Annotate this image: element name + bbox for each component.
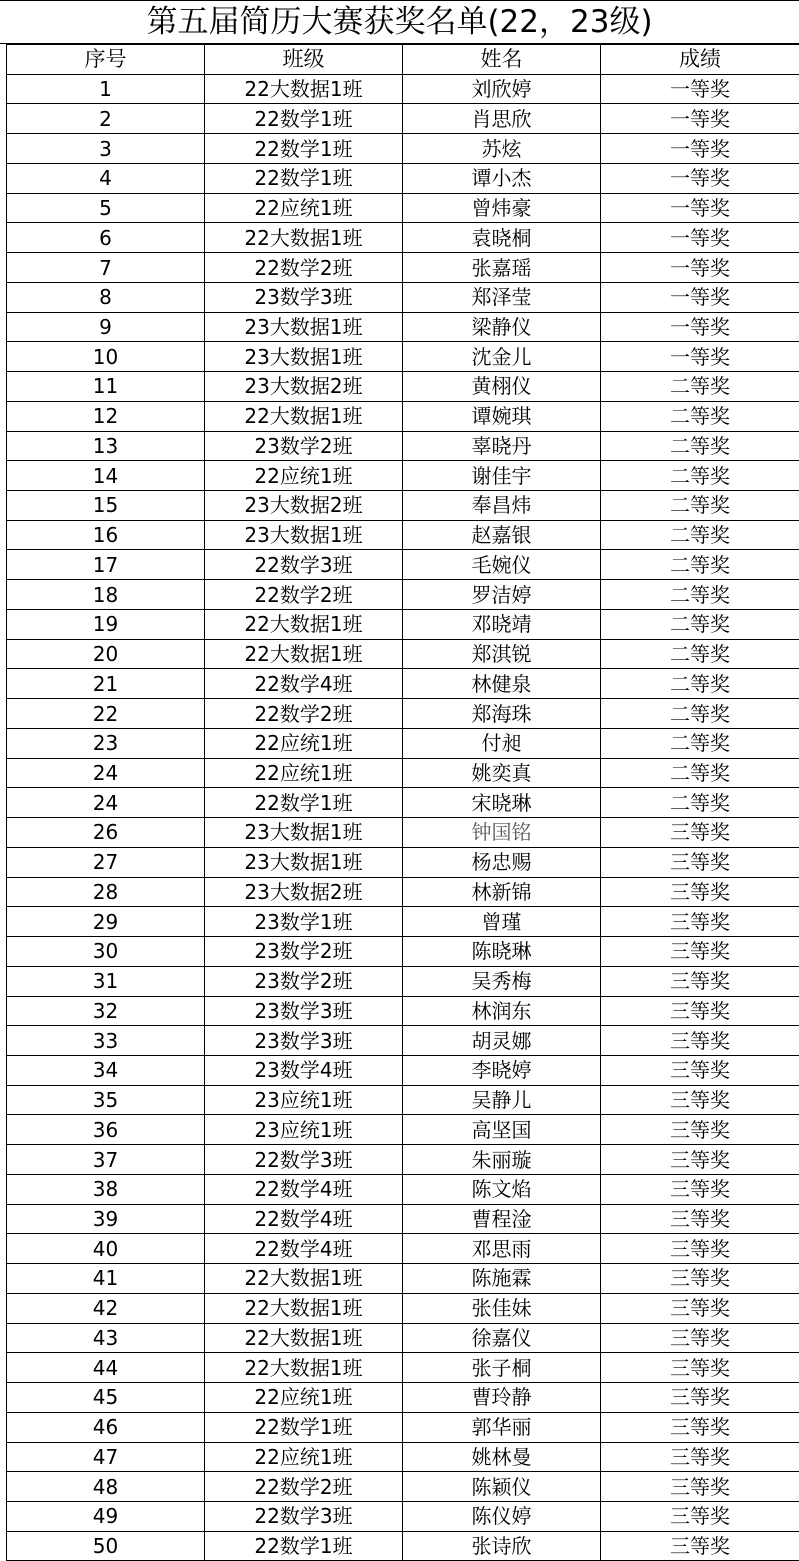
- table-body: [7, 74, 799, 1561]
- cell-score[interactable]: 一等奖: [601, 342, 799, 372]
- table-row: [7, 163, 799, 193]
- cell-class[interactable]: 22数学3班: [205, 550, 403, 580]
- cell-class[interactable]: 23应统1班: [205, 1085, 403, 1115]
- header-name[interactable]: 姓名: [403, 45, 601, 75]
- cell-score[interactable]: 二等奖: [601, 609, 799, 639]
- cell-index[interactable]: 10: [7, 342, 205, 372]
- table-row: [7, 520, 799, 550]
- cell-name[interactable]: 张诗欣: [403, 1531, 601, 1561]
- table-row: [7, 1234, 799, 1264]
- cell-score[interactable]: 一等奖: [601, 163, 799, 193]
- cell-class[interactable]: 22大数据1班: [205, 1323, 403, 1353]
- cell-name[interactable]: 沈金儿: [403, 342, 601, 372]
- cell-score[interactable]: 三等奖: [601, 1204, 799, 1234]
- cell-index[interactable]: 12: [7, 401, 205, 431]
- cell-score[interactable]: 一等奖: [601, 312, 799, 342]
- cell-index[interactable]: 50: [7, 1531, 205, 1561]
- cell-name[interactable]: 郑泽莹: [403, 282, 601, 312]
- cell-name[interactable]: 刘欣婷: [403, 74, 601, 104]
- cell-name[interactable]: 林润东: [403, 996, 601, 1026]
- cell-name[interactable]: 苏炫: [403, 134, 601, 164]
- cell-score[interactable]: 三等奖: [601, 1145, 799, 1175]
- sheet-title: 第五届简历大赛获奖名单(22，23级): [0, 0, 799, 44]
- cell-score[interactable]: 二等奖: [601, 431, 799, 461]
- table-row: [7, 609, 799, 639]
- cell-index[interactable]: 45: [7, 1383, 205, 1413]
- table-row: [7, 491, 799, 521]
- cell-score[interactable]: 一等奖: [601, 193, 799, 223]
- cell-name[interactable]: 吴秀梅: [403, 966, 601, 996]
- cell-name[interactable]: 谭婉琪: [403, 401, 601, 431]
- cell-class[interactable]: 22数学1班: [205, 134, 403, 164]
- cell-score[interactable]: 二等奖: [601, 372, 799, 402]
- cell-index[interactable]: 33: [7, 1026, 205, 1056]
- cell-class[interactable]: 22数学2班: [205, 253, 403, 283]
- cell-index[interactable]: 26: [7, 818, 205, 848]
- header-index[interactable]: 序号: [7, 45, 205, 75]
- cell-class[interactable]: 23大数据1班: [205, 818, 403, 848]
- cell-class[interactable]: 22大数据1班: [205, 401, 403, 431]
- cell-class[interactable]: 23应统1班: [205, 1115, 403, 1145]
- table-row: [7, 580, 799, 610]
- cell-index[interactable]: 7: [7, 253, 205, 283]
- cell-index[interactable]: 11: [7, 372, 205, 402]
- table-row: [7, 1264, 799, 1294]
- cell-name[interactable]: 李晓婷: [403, 1055, 601, 1085]
- cell-score[interactable]: 三等奖: [601, 1055, 799, 1085]
- header-row: [7, 45, 799, 75]
- cell-class[interactable]: 22数学4班: [205, 1174, 403, 1204]
- cell-index[interactable]: 9: [7, 312, 205, 342]
- cell-score[interactable]: 一等奖: [601, 104, 799, 134]
- cell-class[interactable]: 23大数据2班: [205, 491, 403, 521]
- cell-class[interactable]: 23数学3班: [205, 282, 403, 312]
- cell-name[interactable]: 曾瑾: [403, 907, 601, 937]
- cell-score[interactable]: 三等奖: [601, 907, 799, 937]
- table-row: [7, 401, 799, 431]
- cell-name[interactable]: 曹程淦: [403, 1204, 601, 1234]
- cell-index[interactable]: 39: [7, 1204, 205, 1234]
- table-row: [7, 74, 799, 104]
- cell-index[interactable]: 48: [7, 1472, 205, 1502]
- cell-index[interactable]: 18: [7, 580, 205, 610]
- cell-score[interactable]: 二等奖: [601, 401, 799, 431]
- table-row: [7, 669, 799, 699]
- cell-name[interactable]: 林新锦: [403, 877, 601, 907]
- cell-index[interactable]: 13: [7, 431, 205, 461]
- cell-index[interactable]: 16: [7, 520, 205, 550]
- cell-score[interactable]: 二等奖: [601, 580, 799, 610]
- cell-class[interactable]: 22数学3班: [205, 1145, 403, 1175]
- cell-name[interactable]: 谢佳宇: [403, 461, 601, 491]
- table-row: [7, 282, 799, 312]
- cell-score[interactable]: 二等奖: [601, 639, 799, 669]
- cell-class[interactable]: 23数学3班: [205, 1026, 403, 1056]
- table-row: [7, 847, 799, 877]
- cell-score[interactable]: 一等奖: [601, 253, 799, 283]
- cell-score[interactable]: 三等奖: [601, 1412, 799, 1442]
- cell-name[interactable]: 姚奕真: [403, 758, 601, 788]
- cell-score[interactable]: 二等奖: [601, 491, 799, 521]
- cell-name[interactable]: 郑海珠: [403, 699, 601, 729]
- cell-score[interactable]: 一等奖: [601, 74, 799, 104]
- cell-index[interactable]: 34: [7, 1055, 205, 1085]
- cell-class[interactable]: 22数学1班: [205, 163, 403, 193]
- cell-name[interactable]: 毛婉仪: [403, 550, 601, 580]
- cell-score[interactable]: 三等奖: [601, 1323, 799, 1353]
- cell-class[interactable]: 22大数据1班: [205, 639, 403, 669]
- cell-name[interactable]: 谭小杰: [403, 163, 601, 193]
- cell-score[interactable]: 二等奖: [601, 788, 799, 818]
- table-row: [7, 1055, 799, 1085]
- table-row: [7, 1085, 799, 1115]
- cell-class[interactable]: 23数学1班: [205, 907, 403, 937]
- cell-index[interactable]: 15: [7, 491, 205, 521]
- table-row: [7, 639, 799, 669]
- cell-index[interactable]: 35: [7, 1085, 205, 1115]
- cell-class[interactable]: 22数学1班: [205, 1412, 403, 1442]
- cell-name[interactable]: 吴静儿: [403, 1085, 601, 1115]
- cell-class[interactable]: 23大数据2班: [205, 372, 403, 402]
- cell-index[interactable]: 44: [7, 1353, 205, 1383]
- cell-name[interactable]: 邓晓靖: [403, 609, 601, 639]
- cell-name[interactable]: 张子桐: [403, 1353, 601, 1383]
- cell-name[interactable]: 宋晓琳: [403, 788, 601, 818]
- cell-class[interactable]: 22大数据1班: [205, 1293, 403, 1323]
- cell-name[interactable]: 郭华丽: [403, 1412, 601, 1442]
- table-row: [7, 1412, 799, 1442]
- cell-score[interactable]: 三等奖: [601, 937, 799, 967]
- cell-name[interactable]: 朱丽璇: [403, 1145, 601, 1175]
- cell-class[interactable]: 23数学4班: [205, 1055, 403, 1085]
- cell-score[interactable]: 三等奖: [601, 877, 799, 907]
- table-row: [7, 104, 799, 134]
- cell-class[interactable]: 22应统1班: [205, 1383, 403, 1413]
- cell-class[interactable]: 23数学3班: [205, 996, 403, 1026]
- cell-class[interactable]: 22应统1班: [205, 461, 403, 491]
- cell-class[interactable]: 22数学1班: [205, 104, 403, 134]
- cell-name[interactable]: 梁静仪: [403, 312, 601, 342]
- cell-index[interactable]: 21: [7, 669, 205, 699]
- cell-name[interactable]: 陈文焰: [403, 1174, 601, 1204]
- cell-class[interactable]: 22数学4班: [205, 1234, 403, 1264]
- cell-score[interactable]: 三等奖: [601, 1501, 799, 1531]
- table-row: [7, 193, 799, 223]
- cell-class[interactable]: 22数学4班: [205, 1204, 403, 1234]
- cell-name[interactable]: 郑淇锐: [403, 639, 601, 669]
- cell-index[interactable]: 27: [7, 847, 205, 877]
- cell-index[interactable]: 30: [7, 937, 205, 967]
- cell-index[interactable]: 24: [7, 758, 205, 788]
- table-row: [7, 818, 799, 848]
- cell-score[interactable]: 一等奖: [601, 282, 799, 312]
- cell-score[interactable]: 三等奖: [601, 1174, 799, 1204]
- table-row: [7, 1204, 799, 1234]
- cell-index[interactable]: 22: [7, 699, 205, 729]
- cell-name[interactable]: 张佳妹: [403, 1293, 601, 1323]
- cell-score[interactable]: 二等奖: [601, 699, 799, 729]
- cell-score[interactable]: 三等奖: [601, 1264, 799, 1294]
- cell-score[interactable]: 二等奖: [601, 461, 799, 491]
- table-row: [7, 937, 799, 967]
- cell-score[interactable]: 三等奖: [601, 1472, 799, 1502]
- cell-index[interactable]: 6: [7, 223, 205, 253]
- cell-name[interactable]: 徐嘉仪: [403, 1323, 601, 1353]
- cell-score[interactable]: 三等奖: [601, 1085, 799, 1115]
- table-row: [7, 1472, 799, 1502]
- table-row: [7, 699, 799, 729]
- cell-name[interactable]: 陈施霖: [403, 1264, 601, 1294]
- cell-class[interactable]: 23大数据1班: [205, 847, 403, 877]
- cell-index[interactable]: 47: [7, 1442, 205, 1472]
- cell-index[interactable]: 31: [7, 966, 205, 996]
- table-row: [7, 550, 799, 580]
- cell-name[interactable]: 张嘉瑶: [403, 253, 601, 283]
- cell-class[interactable]: 23数学2班: [205, 937, 403, 967]
- cell-index[interactable]: 17: [7, 550, 205, 580]
- cell-index[interactable]: 8: [7, 282, 205, 312]
- table-row: [7, 461, 799, 491]
- cell-class[interactable]: 22数学2班: [205, 699, 403, 729]
- cell-score[interactable]: 一等奖: [601, 223, 799, 253]
- cell-index[interactable]: 24: [7, 788, 205, 818]
- cell-index[interactable]: 19: [7, 609, 205, 639]
- cell-class[interactable]: 22大数据1班: [205, 74, 403, 104]
- table-row: [7, 877, 799, 907]
- cell-score[interactable]: 三等奖: [601, 1442, 799, 1472]
- cell-index[interactable]: 5: [7, 193, 205, 223]
- cell-index[interactable]: 23: [7, 728, 205, 758]
- cell-index[interactable]: 3: [7, 134, 205, 164]
- table-row: [7, 1383, 799, 1413]
- cell-score[interactable]: 三等奖: [601, 818, 799, 848]
- table-row: [7, 1115, 799, 1145]
- table-row: [7, 996, 799, 1026]
- cell-class[interactable]: 23大数据1班: [205, 342, 403, 372]
- cell-index[interactable]: 28: [7, 877, 205, 907]
- cell-name[interactable]: 曾炜豪: [403, 193, 601, 223]
- cell-index[interactable]: 43: [7, 1323, 205, 1353]
- cell-name[interactable]: 奉昌炜: [403, 491, 601, 521]
- cell-index[interactable]: 1: [7, 74, 205, 104]
- cell-name[interactable]: 曹玲静: [403, 1383, 601, 1413]
- table-row: [7, 1174, 799, 1204]
- cell-class[interactable]: 22数学1班: [205, 1531, 403, 1561]
- cell-score[interactable]: 三等奖: [601, 1353, 799, 1383]
- table-row: [7, 431, 799, 461]
- cell-index[interactable]: 14: [7, 461, 205, 491]
- table-row: [7, 1293, 799, 1323]
- cell-score[interactable]: 三等奖: [601, 1293, 799, 1323]
- cell-class[interactable]: 23大数据1班: [205, 312, 403, 342]
- award-table: [6, 44, 799, 1561]
- cell-class[interactable]: 22数学3班: [205, 1501, 403, 1531]
- cell-name[interactable]: 陈仪婷: [403, 1501, 601, 1531]
- cell-class[interactable]: 22应统1班: [205, 1442, 403, 1472]
- cell-name[interactable]: 辜晓丹: [403, 431, 601, 461]
- cell-class[interactable]: 23数学2班: [205, 431, 403, 461]
- cell-name[interactable]: 袁晓桐: [403, 223, 601, 253]
- table-row: [7, 907, 799, 937]
- table-row: [7, 223, 799, 253]
- cell-name[interactable]: 杨忠赐: [403, 847, 601, 877]
- cell-score[interactable]: 三等奖: [601, 1234, 799, 1264]
- cell-name[interactable]: 赵嘉银: [403, 520, 601, 550]
- header-class[interactable]: 班级: [205, 45, 403, 75]
- table-row: [7, 253, 799, 283]
- table-row: [7, 758, 799, 788]
- table-row: [7, 1323, 799, 1353]
- cell-score[interactable]: 三等奖: [601, 1383, 799, 1413]
- cell-index[interactable]: 38: [7, 1174, 205, 1204]
- cell-class[interactable]: 23大数据2班: [205, 877, 403, 907]
- cell-index[interactable]: 20: [7, 639, 205, 669]
- cell-class[interactable]: 23大数据1班: [205, 520, 403, 550]
- cell-index[interactable]: 4: [7, 163, 205, 193]
- table-row: [7, 1145, 799, 1175]
- table-row: [7, 1501, 799, 1531]
- cell-score[interactable]: 二等奖: [601, 520, 799, 550]
- cell-index[interactable]: 46: [7, 1412, 205, 1442]
- cell-index[interactable]: 29: [7, 907, 205, 937]
- cell-score[interactable]: 三等奖: [601, 1026, 799, 1056]
- cell-score[interactable]: 二等奖: [601, 550, 799, 580]
- cell-class[interactable]: 22应统1班: [205, 758, 403, 788]
- table-row: [7, 1353, 799, 1383]
- cell-score[interactable]: 三等奖: [601, 847, 799, 877]
- cell-index[interactable]: 41: [7, 1264, 205, 1294]
- cell-index[interactable]: 36: [7, 1115, 205, 1145]
- cell-class[interactable]: 22大数据1班: [205, 223, 403, 253]
- cell-class[interactable]: 22数学2班: [205, 1472, 403, 1502]
- cell-score[interactable]: 三等奖: [601, 1531, 799, 1561]
- header-score[interactable]: 成绩: [601, 45, 799, 75]
- cell-index[interactable]: 40: [7, 1234, 205, 1264]
- cell-score[interactable]: 三等奖: [601, 996, 799, 1026]
- table-row: [7, 1442, 799, 1472]
- cell-name[interactable]: 姚林曼: [403, 1442, 601, 1472]
- cell-score[interactable]: 三等奖: [601, 966, 799, 996]
- table-row: [7, 372, 799, 402]
- cell-name[interactable]: 罗洁婷: [403, 580, 601, 610]
- table-row: [7, 788, 799, 818]
- table-row: [7, 312, 799, 342]
- cell-class[interactable]: 22应统1班: [205, 193, 403, 223]
- table-row: [7, 1026, 799, 1056]
- cell-score[interactable]: 二等奖: [601, 728, 799, 758]
- cell-class[interactable]: 22数学1班: [205, 788, 403, 818]
- cell-name[interactable]: 邓思雨: [403, 1234, 601, 1264]
- cell-class[interactable]: 22数学2班: [205, 580, 403, 610]
- cell-class[interactable]: 23数学2班: [205, 966, 403, 996]
- cell-class[interactable]: 22大数据1班: [205, 1353, 403, 1383]
- cell-name[interactable]: 胡灵娜: [403, 1026, 601, 1056]
- cell-index[interactable]: 37: [7, 1145, 205, 1175]
- cell-score[interactable]: 二等奖: [601, 758, 799, 788]
- cell-index[interactable]: 49: [7, 1501, 205, 1531]
- table-row: [7, 728, 799, 758]
- cell-name[interactable]: 付昶: [403, 728, 601, 758]
- cell-name[interactable]: 黄栩仪: [403, 372, 601, 402]
- cell-score[interactable]: 三等奖: [601, 1115, 799, 1145]
- cell-name[interactable]: 钟国铭: [403, 818, 601, 848]
- cell-class[interactable]: 22大数据1班: [205, 609, 403, 639]
- cell-index[interactable]: 2: [7, 104, 205, 134]
- cell-index[interactable]: 32: [7, 996, 205, 1026]
- cell-name[interactable]: 陈晓琳: [403, 937, 601, 967]
- cell-class[interactable]: 22应统1班: [205, 728, 403, 758]
- cell-index[interactable]: 42: [7, 1293, 205, 1323]
- cell-name[interactable]: 肖思欣: [403, 104, 601, 134]
- table-row: [7, 1531, 799, 1561]
- cell-name[interactable]: 高坚国: [403, 1115, 601, 1145]
- table-row: [7, 342, 799, 372]
- cell-class[interactable]: 22数学4班: [205, 669, 403, 699]
- cell-name[interactable]: 林健泉: [403, 669, 601, 699]
- table-row: [7, 134, 799, 164]
- cell-class[interactable]: 22大数据1班: [205, 1264, 403, 1294]
- table-row: [7, 966, 799, 996]
- cell-name[interactable]: 陈颖仪: [403, 1472, 601, 1502]
- cell-score[interactable]: 二等奖: [601, 669, 799, 699]
- cell-score[interactable]: 一等奖: [601, 134, 799, 164]
